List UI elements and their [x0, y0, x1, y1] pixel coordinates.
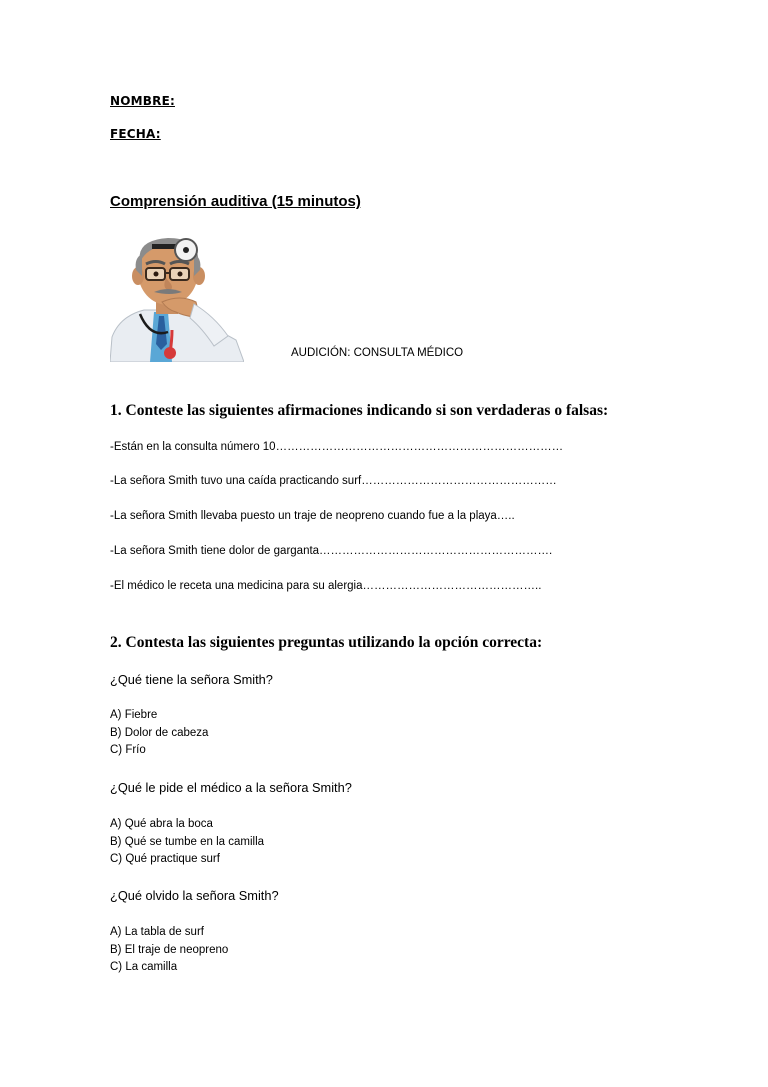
image-caption: AUDICIÓN: CONSULTA MÉDICO	[291, 347, 464, 359]
fecha-label: FECHA:	[110, 127, 161, 141]
part1-title: 1. Conteste las siguientes afirmaciones indicando si son verdaderas o falsas:	[110, 402, 609, 419]
statement: -La señora Smith llevaba puesto un traje de neopreno cuando fue a la playa…..	[110, 510, 515, 522]
question: ¿Qué tiene la señora Smith?	[110, 672, 273, 687]
answer-option: C) Qué practique surf	[110, 853, 220, 865]
statement: -Están en la consulta número 10…………………………………………………………………	[110, 441, 564, 453]
section-title: Comprensión auditiva (15 minutos)	[110, 193, 361, 210]
answer-option: B) Dolor de cabeza	[110, 726, 209, 739]
statement: -La señora Smith tiene dolor de garganta…………………………………………………….	[110, 545, 553, 557]
doctor-illustration	[110, 232, 244, 362]
statement: -El médico le receta una medicina para su alergia………………………………………..	[110, 580, 542, 592]
answer-option: B) El traje de neopreno	[110, 943, 229, 956]
question: ¿Qué olvido la señora Smith?	[110, 888, 279, 903]
part2-title: 2. Contesta las siguientes preguntas utilizando la opción correcta:	[110, 634, 543, 651]
answer-option: A) Fiebre	[110, 709, 158, 721]
answer-option: C) La camilla	[110, 961, 178, 973]
answer-option: B) Qué se tumbe en la camilla	[110, 835, 265, 848]
answer-option: C) Frío	[110, 744, 146, 756]
answer-option: A) La tabla de surf	[110, 926, 204, 938]
answer-option: A) Qué abra la boca	[110, 818, 213, 830]
statement: -La señora Smith tuvo una caída practicando surf……………………………………………	[110, 475, 557, 487]
nombre-label: NOMBRE:	[110, 94, 175, 108]
question: ¿Qué le pide el médico a la señora Smith?	[110, 780, 352, 795]
